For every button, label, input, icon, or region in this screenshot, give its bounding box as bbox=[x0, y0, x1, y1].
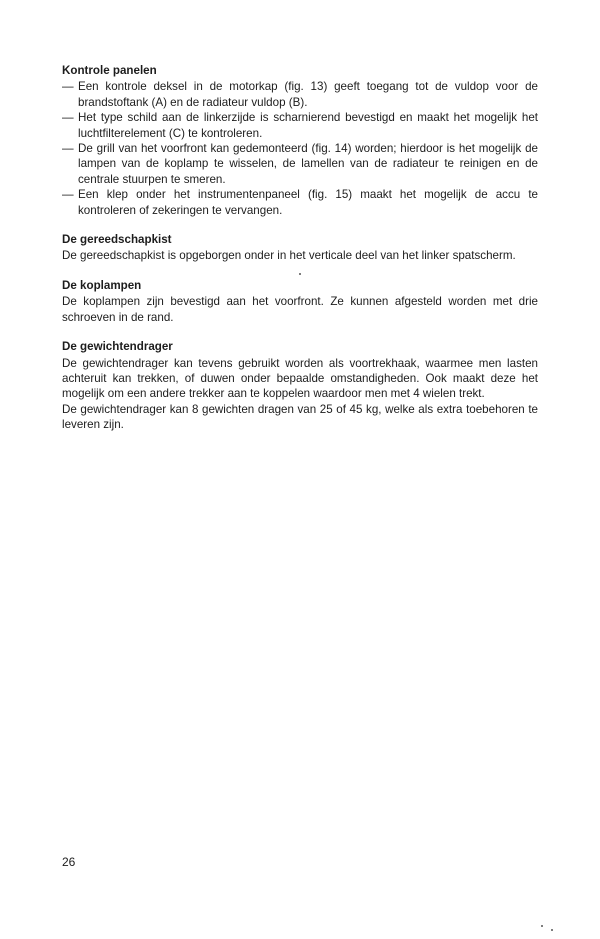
paragraph: De gereedschapkist is opgeborgen onder in het verticale deel van het linker spatscherm. bbox=[62, 249, 516, 263]
list-item bbox=[62, 141, 538, 187]
section-kontrole-panelen bbox=[62, 63, 538, 218]
scan-speck bbox=[551, 929, 553, 931]
list-item-text: Een klep onder het instrumentenpaneel (fig. 15) maakt het mogelijk de accu te kontroleren of zekeringen te vervangen. bbox=[78, 188, 538, 217]
dash-marker: — bbox=[62, 80, 74, 94]
dash-marker: — bbox=[62, 111, 74, 125]
section-heading: De koplampen bbox=[62, 278, 142, 292]
list-item bbox=[62, 110, 538, 141]
paragraph: De gewichtendrager kan tevens gebruikt worden als voortrekhaak, waarmee men lasten achteruit kan trekken, of duwen onder bepaalde omstandigheden. Ook maakt deze het mogelijk om een andere trekker aan te koppelen waardoor men met 4 wielen trekt. bbox=[62, 356, 538, 401]
list-item bbox=[62, 79, 538, 110]
section-heading: De gereedschapkist bbox=[62, 233, 172, 247]
section-heading: Kontrole panelen bbox=[62, 64, 157, 77]
section-gewichtendrager bbox=[62, 339, 538, 432]
section-koplampen bbox=[62, 278, 538, 325]
bullet-list bbox=[62, 79, 538, 218]
list-item bbox=[62, 187, 538, 218]
scan-speck bbox=[299, 273, 301, 275]
page-content bbox=[62, 63, 538, 433]
paragraph: De gewichtendrager kan 8 gewichten dragen van 25 of 45 kg, welke als extra toebehoren te leveren zijn. bbox=[62, 402, 538, 432]
dash-marker: — bbox=[62, 188, 74, 202]
dash-marker: — bbox=[62, 142, 74, 156]
list-item-text: Het type schild aan de linkerzijde is scharnierend bevestigd en maakt het mogelijk het luchtfilterelement (C) te kontroleren. bbox=[78, 111, 538, 140]
section-gereedschapkist bbox=[62, 232, 538, 264]
list-item-text: Een kontrole deksel in de motorkap (fig. 13) geeft toegang tot de vuldop voor de brandstoftank (A) en de radiateur vuldop (B). bbox=[78, 80, 538, 109]
paragraph: De koplampen zijn bevestigd aan het voorfront. Ze kunnen afgesteld worden met drie schroeven in de rand. bbox=[62, 295, 538, 324]
scan-speck bbox=[541, 925, 543, 927]
page-number: 26 bbox=[62, 855, 76, 869]
list-item-text: De grill van het voorfront kan gedemonteerd (fig. 14) worden; hierdoor is het mogelijk de lampen van de koplamp te wisselen, de lamellen van de radiateur te reinigen en de centrale stuurpen te smeren. bbox=[78, 142, 538, 186]
section-heading: De gewichtendrager bbox=[62, 340, 173, 354]
